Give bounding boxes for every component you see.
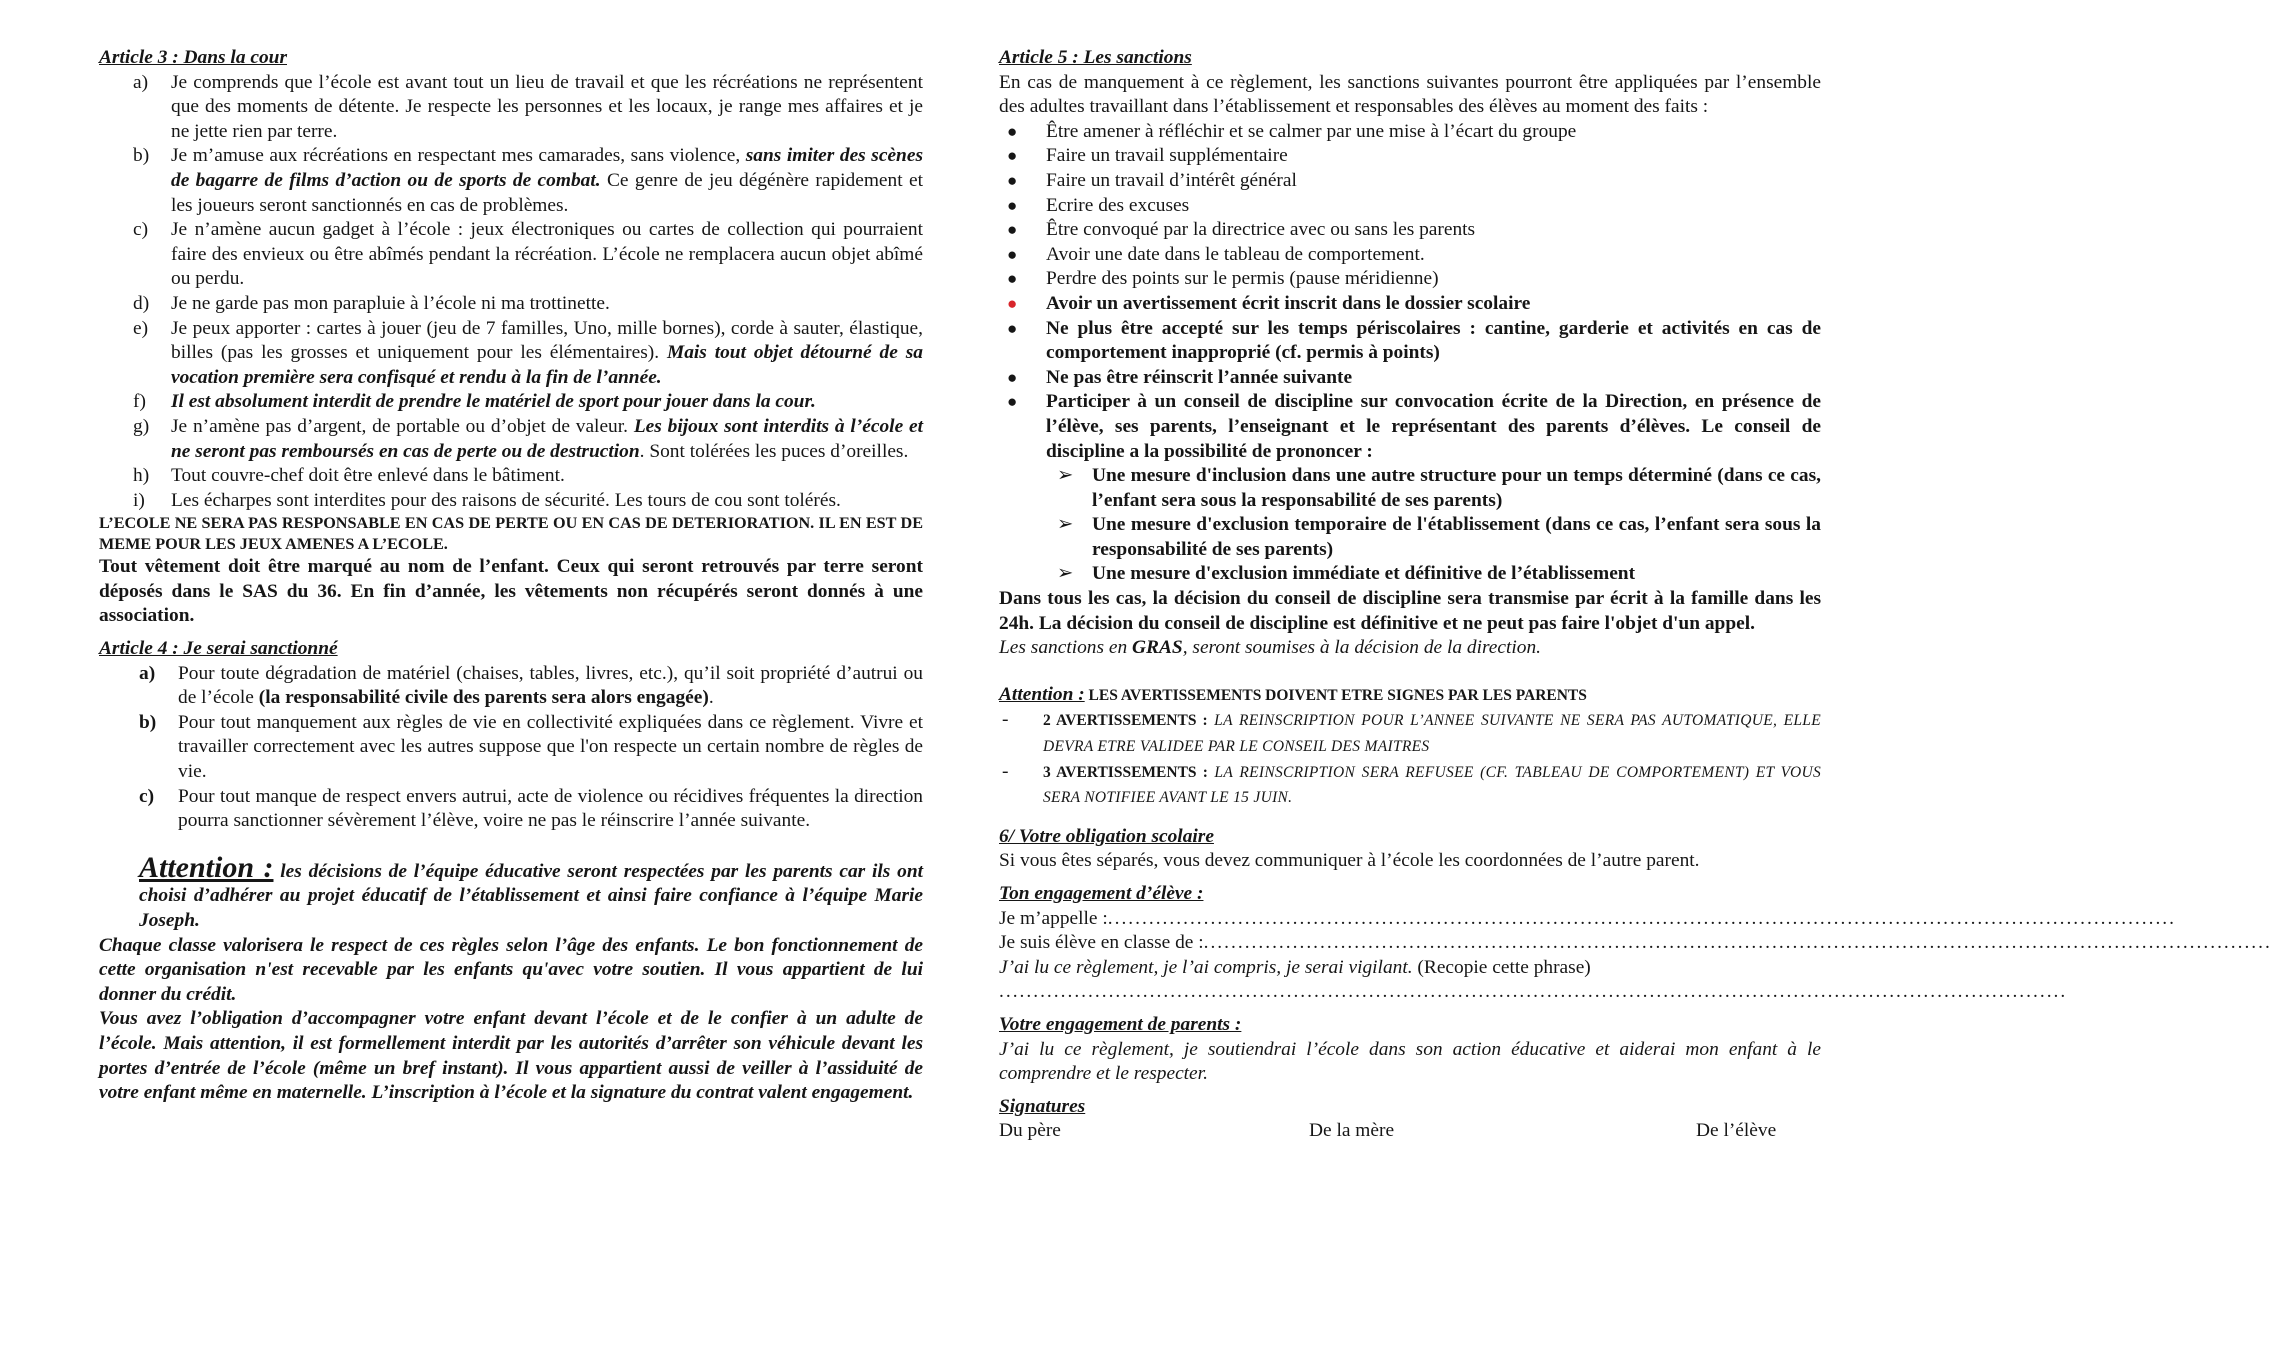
values-paragraph: Chaque classe valorisera le respect de ces règles selon l’âge des enfants. Le bon fonctionnement de cette organisation n'est recevable par les enfants qu'avec votre soutien. Il vous appartient de lui donner du crédit. <box>99 934 923 1005</box>
item-text: Je peux apporter : cartes à jouer (jeu de 7 familles, Uno, mille bornes), corde à sauter, élastique, billes (pas les grosses et uniquement pour les élémentaires). <box>171 317 923 364</box>
item-text: Ce genre de jeu dégénère rapidement et les joueurs seront sanctionnés en cas de problèmes. <box>171 169 923 216</box>
student-name-label: Je m’appelle : <box>999 907 1108 929</box>
warning-text: LA REINSCRIPTION POUR L’ANNEE SUIVANTE NE SERA PAS AUTOMATIQUE, ELLE DEVRA ETRE VALIDEE PAR LE CONSEIL DES MAITRES <box>1043 712 1821 756</box>
arrow-bullet-icon: ➢ <box>1057 465 1074 487</box>
item-text: Tout couvre-chef doit être enlevé dans le bâtiment. <box>171 465 565 487</box>
list-item <box>99 71 923 145</box>
sanction-text: Avoir un avertissement écrit inscrit dans le dossier scolaire <box>1046 292 1531 314</box>
list-item <box>99 489 923 514</box>
warning-text: LA REINSCRIPTION SERA REFUSEE (CF. TABLEAU DE COMPORTEMENT) ET VOUS SERA NOTIFIEE AVANT LE 15 JUIN. <box>1043 763 1821 807</box>
bullet-icon: ● <box>1007 367 1018 387</box>
drop-off-paragraph: Vous avez l’obligation d’accompagner votre enfant devant l’école et de le confier à un adulte de l’école. Mais attention, il est formellement interdit par les autorités d’arrêter son véhicule devant les portes d’entrée de l’école (même un bref instant). Il vous appartient aussi de veiller à l’assiduité de votre enfant même en maternelle. L’inscription à l’école et la signature du contrat valent engagement. <box>99 1008 923 1104</box>
sanction-item <box>999 366 1821 391</box>
article-4-title: Article 4 : Je serai sanctionné <box>99 638 338 660</box>
student-pledge <box>999 956 1821 981</box>
article-4-list <box>99 662 923 834</box>
parents-commitment-title: Votre engagement de parents : <box>999 1013 1242 1035</box>
item-marker: f) <box>133 391 146 413</box>
warning-lead: 3 AVERTISSEMENTS : <box>1043 763 1208 781</box>
article-3-list <box>99 71 923 514</box>
dash-bullet-icon: - <box>1002 760 1009 782</box>
list-item <box>99 785 923 834</box>
warnings-label: Attention : <box>999 683 1085 705</box>
item-marker: g) <box>133 415 150 437</box>
sanction-text: Perdre des points sur le permis (pause méridienne) <box>1046 268 1439 290</box>
sanction-text: Ecrire des excuses <box>1046 194 1190 216</box>
item-marker: e) <box>133 317 149 339</box>
list-item <box>99 292 923 317</box>
sanction-item <box>999 267 1821 292</box>
warning-lead: 2 AVERTISSEMENTS : <box>1043 712 1208 730</box>
warning-item <box>999 760 1821 811</box>
warnings-heading <box>999 683 1821 709</box>
item-marker: d) <box>133 292 150 314</box>
item-text: sans imiter des scènes de bagarre de films d’action ou de sports de combat. <box>171 145 923 191</box>
bullet-icon: ● <box>1007 121 1018 141</box>
obligation-text: Si vous êtes séparés, vous devez communiquer à l’école les coordonnées de l’autre parent. <box>999 850 1700 872</box>
signatures-title: Signatures <box>999 1095 1086 1117</box>
warnings-list <box>999 708 1821 810</box>
list-item <box>99 464 923 489</box>
list-item <box>99 390 923 415</box>
item-marker: c) <box>133 219 149 241</box>
obligation-title: 6/ Votre obligation scolaire <box>999 825 1214 847</box>
sanction-item <box>999 194 1821 219</box>
sanction-text: Ne pas être réinscrit l’année suivante <box>1046 366 1353 388</box>
parents-commitment-text: J’ai lu ce règlement, je soutiendrai l’école dans son action éducative et aiderai mon enfant à le comprendre et le respecter. <box>999 1038 1821 1085</box>
item-text: . Sont tolérées les puces d’oreilles. <box>639 440 909 462</box>
sanction-item <box>999 218 1821 243</box>
item-marker: b) <box>139 711 157 733</box>
bullet-icon: ● <box>1007 392 1018 412</box>
list-item <box>99 218 923 292</box>
bullet-icon: ● <box>1007 318 1018 338</box>
article-5-title: Article 5 : Les sanctions <box>999 47 1192 68</box>
bullet-icon: ● <box>1007 170 1018 190</box>
sanction-text: Avoir une date dans le tableau de comportement. <box>1046 243 1425 265</box>
item-text: Les bijoux sont interdits à l’école et ne seront pas remboursés en cas de perte ou de destruction <box>171 415 923 462</box>
sanction-item <box>999 169 1821 194</box>
item-text: . <box>708 687 714 709</box>
item-text: Les écharpes sont interdites pour des raisons de sécurité. Les tours de cou sont tolérés. <box>171 489 841 511</box>
measure-item <box>999 464 1821 513</box>
bullet-icon: ● <box>1007 269 1018 289</box>
sanction-text: Faire un travail supplémentaire <box>1046 145 1288 167</box>
item-marker: a) <box>139 662 156 684</box>
sanction-text: Être convoqué par la directrice avec ou sans les parents <box>1046 219 1476 241</box>
clothing-notice: Tout vêtement doit être marqué au nom de l’enfant. Ceux qui seront retrouvés par terre seront déposés dans le SAS du 36. En fin d’année, les vêtements non récupérés seront donnés à une association. <box>99 556 923 627</box>
measure-item <box>999 513 1821 562</box>
student-class-label: Je suis élève en classe de : <box>999 932 1204 954</box>
dash-bullet-icon: - <box>1002 709 1009 731</box>
sanction-item <box>999 243 1821 268</box>
item-text: Mais tout objet détourné de sa vocation première sera confisqué et rendu à la fin de l’année. <box>171 342 923 388</box>
measure-text: Une mesure d'inclusion dans une autre structure pour un temps déterminé (dans ce cas, l’enfant sera sous la responsabilité de ses parents) <box>1092 465 1821 511</box>
item-text: Je ne garde pas mon parapluie à l’école ni ma trottinette. <box>171 292 610 314</box>
item-text: Pour tout manquement aux règles de vie en collectivité expliquées dans ce règlement. Vivre et travailler correctement avec les autres suppose que l'on respecte un certain nombre de règles de vie. <box>178 711 923 783</box>
attention-label: Attention : <box>139 850 274 884</box>
bullet-icon: ● <box>1007 146 1018 166</box>
discipline-conclusion: Dans tous les cas, la décision du conseil de discipline sera transmise par écrit à la famille dans les 24h. La décision du conseil de discipline est définitive et ne peut pas faire l'objet d'un appel. <box>999 588 1821 634</box>
left-column <box>99 46 923 1106</box>
arrow-bullet-icon: ➢ <box>1057 514 1074 536</box>
right-column <box>999 46 2272 1145</box>
sanction-text: Faire un travail d’intérêt général <box>1046 169 1297 191</box>
item-text: Je comprends que l’école est avant tout un lieu de travail et que les récréations ne représentent que des moments de détente. Je respecte les personnes et les locaux, je range mes affaires et je ne jette rien par terre. <box>171 71 923 142</box>
sanction-item <box>999 144 1821 169</box>
bullet-icon: ● <box>1007 220 1018 240</box>
item-text: Pour tout manque de respect envers autrui, acte de violence ou récidives fréquentes la direction pourra sanctionner sévèrement l’élève, voire ne pas le réinscrire l’année suivante. <box>178 785 923 832</box>
sanctions-intro: En cas de manquement à ce règlement, les sanctions suivantes pourront être appliquées par l’ensemble des adultes travaillant dans l’établissement et responsables des élèves au moment des faits : <box>999 71 1821 118</box>
pledge-phrase: J’ai lu ce règlement, je l’ai compris, je serai vigilant. <box>999 956 1413 978</box>
bullet-icon: ● <box>1007 244 1018 264</box>
bullet-icon: ● <box>1007 293 1018 313</box>
item-marker: c) <box>139 785 155 807</box>
list-item <box>99 711 923 785</box>
school-liability-notice: L’ECOLE NE SERA PAS RESPONSABLE EN CAS DE PERTE OU EN CAS DE DETERIORATION. IL EN EST DE MEME POUR LES JEUX AMENES A L’ECOLE. <box>99 514 923 554</box>
item-marker: b) <box>133 145 150 167</box>
list-item <box>99 662 923 711</box>
bullet-icon: ● <box>1007 195 1018 215</box>
item-text: (la responsabilité civile des parents sera alors engagée) <box>258 687 709 709</box>
sanction-item <box>999 317 1821 366</box>
bold-sanctions-note: Les sanctions en GRAS, seront soumises à la décision de la direction. <box>999 637 1542 659</box>
warnings-caption: LES AVERTISSEMENTS DOIVENT ETRE SIGNES PAR LES PARENTS <box>1084 686 1587 704</box>
sanctions-list <box>999 120 1821 464</box>
item-marker: a) <box>133 71 149 93</box>
attention-text: les décisions de l’équipe éducative seront respectées par les parents car ils ont choisi d’adhérer au projet éducatif de l’établissement et ainsi faire confiance à l’équipe Marie Joseph. <box>139 860 924 931</box>
item-text: Pour toute dégradation de matériel (chaises, tables, livres, etc.), qu’il soit propriété d’autrui ou de l’école <box>178 662 923 709</box>
student-commitment-title: Ton engagement d’élève : <box>999 883 1204 904</box>
measures-list <box>999 464 1821 587</box>
attention-paragraph <box>99 850 924 934</box>
sanction-item <box>999 292 1821 317</box>
sanction-text: Être amener à réfléchir et se calmer par une mise à l’écart du groupe <box>1046 120 1577 142</box>
article-3-title: Article 3 : Dans la cour <box>99 47 287 68</box>
warning-item <box>999 708 1821 759</box>
item-text: Je m’amuse aux récréations en respectant mes camarades, sans violence, <box>171 145 746 167</box>
father-signature-label: Du père <box>999 1120 1061 1142</box>
item-text: Je n’amène pas d’argent, de portable ou d’objet de valeur. <box>171 415 634 437</box>
sanction-item <box>999 390 1821 464</box>
item-marker: h) <box>133 465 150 487</box>
arrow-bullet-icon: ➢ <box>1057 563 1074 585</box>
pledge-hint: (Recopie cette phrase) <box>1412 956 1591 978</box>
student-signature-label: De l’élève <box>1696 1120 1777 1142</box>
item-marker: i) <box>133 489 145 511</box>
sanction-item <box>999 120 1821 145</box>
list-item <box>99 415 923 464</box>
student-class-field[interactable]: Je suis élève en classe de : ............................................................................................................................................................ <box>999 931 1821 956</box>
signatures-row <box>999 1119 1821 1145</box>
measure-text: Une mesure d'exclusion immédiate et définitive de l’établissement <box>1092 563 1636 585</box>
item-text: Je n’amène aucun gadget à l’école : jeux électroniques ou cartes de collection qui pourraient faire des envieux ou être abîmés pendant la récréation. L’école ne remplacera aucun objet abîmé ou perdu. <box>171 219 923 290</box>
list-item <box>99 317 923 391</box>
student-name-field[interactable]: Je m’appelle : ............................................................................................................................................................ <box>999 907 1821 932</box>
sanction-text: Participer à un conseil de discipline sur convocation écrite de la Direction, en présence de l’élève, ses parents, l’enseignant et le représentant des parents d’élèves. Le conseil de discipline a la possibilité de prononcer : <box>1046 391 1821 462</box>
item-text: Il est absolument interdit de prendre le matériel de sport pour jouer dans la cour. <box>171 391 816 413</box>
measure-text: Une mesure d'exclusion temporaire de l'établissement (dans ce cas, l’enfant sera sous la responsabilité de ses parents) <box>1092 514 1821 560</box>
pledge-copy-field[interactable]: ............................................................................................................................................................ <box>999 981 2068 1003</box>
measure-item <box>999 562 1821 587</box>
sanction-text: Ne plus être accepté sur les temps périscolaires : cantine, garderie et activités en cas de comportement inapproprié (cf. permis à points) <box>1046 317 1821 364</box>
list-item <box>99 144 923 218</box>
mother-signature-label: De la mère <box>1309 1120 1395 1142</box>
